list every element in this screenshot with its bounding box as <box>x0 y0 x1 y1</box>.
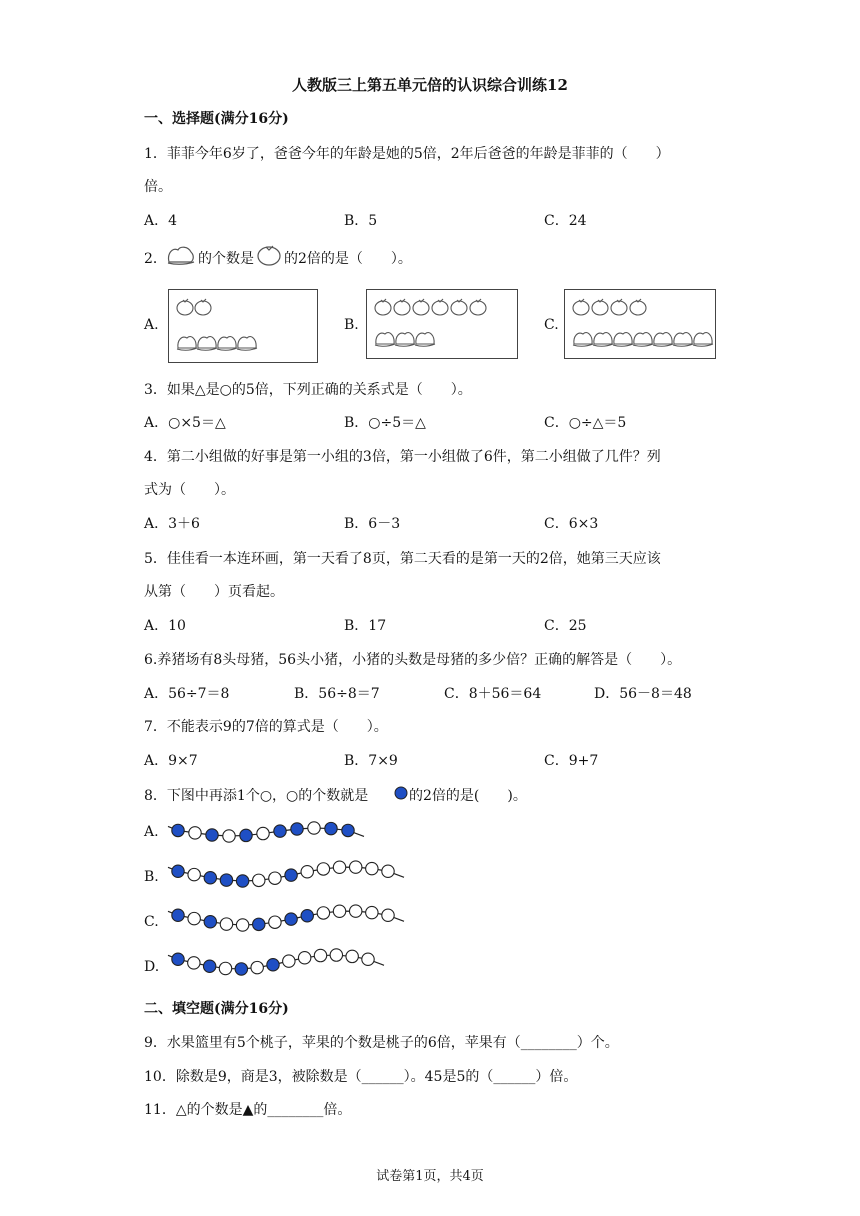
empty-bead <box>283 955 295 967</box>
question-11-text: 11．△的个数是▲的________倍。 <box>144 1102 352 1118</box>
page-title: 人教版三上第五单元倍的认识综合训练12 <box>292 76 568 94</box>
q5-option-c: C．25 <box>544 618 587 634</box>
q6-option-a: A．56÷7＝8 <box>144 686 230 702</box>
apple-icon <box>630 299 646 315</box>
question-2-text-2: 的2倍的是（ ）。 <box>284 251 412 267</box>
q5-option-b: B．17 <box>344 618 387 634</box>
question-2-number: 2． <box>144 251 167 267</box>
apple-icon <box>573 299 589 315</box>
q8-option-b-label: B. <box>144 869 159 885</box>
apple-icon <box>394 299 410 315</box>
apple-icon <box>611 299 627 315</box>
empty-bead <box>223 830 235 842</box>
filled-bead <box>204 872 216 884</box>
q3-option-b: B．○÷5＝△ <box>344 415 426 431</box>
q7-option-c: C．9+7 <box>544 753 599 769</box>
filled-bead <box>291 823 303 835</box>
q4-option-b: B．6－3 <box>344 516 401 532</box>
filled-bead <box>220 874 232 886</box>
q8-option-c-label: C. <box>144 914 159 930</box>
apple-icon <box>470 299 486 315</box>
empty-bead <box>366 906 378 918</box>
filled-bead <box>172 865 184 877</box>
peach-icon <box>573 333 593 347</box>
filled-bead <box>253 918 265 930</box>
filled-bead <box>236 875 248 887</box>
peach-icon <box>217 337 237 351</box>
question-9-text: 9．水果篮里有5个桃子，苹果的个数是桃子的6倍，苹果有（________）个。 <box>144 1035 619 1051</box>
peach-icon <box>375 333 395 347</box>
q8-option-d-bead-string <box>166 942 396 982</box>
filled-bead <box>301 910 313 922</box>
empty-bead <box>301 866 313 878</box>
question-2-text-1: 的个数是 <box>198 251 254 267</box>
empty-bead <box>314 949 326 961</box>
empty-bead <box>189 827 201 839</box>
empty-bead <box>253 874 265 886</box>
empty-bead <box>257 827 269 839</box>
peach-icon <box>237 337 257 351</box>
filled-bead <box>172 909 184 921</box>
filled-bead <box>285 913 297 925</box>
apple-icon <box>413 299 429 315</box>
peach-icon <box>633 333 653 347</box>
page-footer: 试卷第1页，共4页 <box>376 1169 484 1184</box>
peach-icon <box>593 333 613 347</box>
q1-option-c: C．24 <box>544 213 587 229</box>
question-10-text: 10．除数是9，商是3，被除数是（______）。45是5的（______）倍。 <box>144 1069 578 1085</box>
q8-option-c-bead-string <box>166 898 416 938</box>
empty-bead <box>308 822 320 834</box>
filled-bead-icon <box>394 785 408 799</box>
peach-icon <box>166 244 196 266</box>
empty-bead <box>236 919 248 931</box>
question-8-text-1: 8．下图中再添1个○，○的个数就是 <box>144 788 369 804</box>
q8-option-a-bead-string <box>166 812 376 846</box>
filled-bead <box>267 959 279 971</box>
peach-icon <box>653 333 673 347</box>
peach-icon <box>415 333 435 347</box>
empty-bead <box>333 861 345 873</box>
empty-bead <box>219 962 231 974</box>
question-6-text: 6.养猪场有8头母猪，56头小猪，小猪的头数是母猪的多少倍？正确的解答是（ ）。 <box>144 652 682 668</box>
empty-bead <box>346 950 358 962</box>
empty-bead <box>251 961 263 973</box>
filled-bead <box>240 829 252 841</box>
filled-bead <box>274 825 286 837</box>
empty-bead <box>317 863 329 875</box>
question-1-line2: 倍。 <box>144 179 172 195</box>
q7-option-a: A．9×7 <box>144 753 198 769</box>
q2-option-c-label: C. <box>544 317 559 333</box>
empty-bead <box>366 862 378 874</box>
q3-option-a: A．○×5＝△ <box>144 415 226 431</box>
question-5-line2: 从第（ ）页看起。 <box>144 584 284 600</box>
empty-bead <box>382 865 394 877</box>
empty-bead <box>298 952 310 964</box>
q2-option-b-drawing <box>367 290 517 358</box>
q1-option-b: B．5 <box>344 213 378 229</box>
section-choice-heading: 一、选择题(满分16分) <box>144 111 289 127</box>
empty-bead <box>330 949 342 961</box>
filled-bead <box>206 829 218 841</box>
empty-bead <box>188 868 200 880</box>
empty-bead <box>349 861 361 873</box>
empty-bead <box>317 907 329 919</box>
empty-bead <box>188 912 200 924</box>
q2-option-b-label: B. <box>344 317 359 333</box>
peach-icon <box>197 337 217 351</box>
q2-option-a-label: A. <box>144 317 159 333</box>
q4-option-a: A．3＋6 <box>144 516 200 532</box>
q8-option-d-label: D. <box>144 959 160 975</box>
filled-bead <box>285 869 297 881</box>
apple-icon <box>451 299 467 315</box>
filled-bead <box>342 824 354 836</box>
empty-bead <box>333 905 345 917</box>
question-4-line2: 式为（ ）。 <box>144 482 235 498</box>
q2-option-a-image <box>168 289 318 363</box>
question-4-line1: 4．第二小组做的好事是第一小组的3倍，第一小组做了6件，第二小组做了几件？列 <box>144 449 661 465</box>
q5-option-a: A．10 <box>144 618 186 634</box>
q6-option-d: D．56－8＝48 <box>594 686 692 702</box>
empty-bead <box>220 918 232 930</box>
empty-bead <box>188 957 200 969</box>
apple-icon <box>432 299 448 315</box>
apple-icon <box>375 299 391 315</box>
empty-bead <box>349 905 361 917</box>
filled-bead <box>203 960 215 972</box>
q8-option-b-bead-string <box>166 854 416 894</box>
apple-icon <box>256 244 282 266</box>
filled-bead <box>325 822 337 834</box>
q1-option-a: A．4 <box>144 213 178 229</box>
peach-icon <box>613 333 633 347</box>
empty-bead <box>382 909 394 921</box>
q6-option-b: B．56÷8＝7 <box>294 686 380 702</box>
q3-option-c: C．○÷△＝5 <box>544 415 627 431</box>
filled-bead <box>172 953 184 965</box>
filled-bead <box>235 963 247 975</box>
question-7-text: 7．不能表示9的7倍的算式是（ ）。 <box>144 719 388 735</box>
question-8-text-2: 的2倍的是( )。 <box>409 788 527 804</box>
q6-option-c: C．8＋56＝64 <box>444 686 542 702</box>
apple-icon <box>592 299 608 315</box>
peach-icon <box>693 333 713 347</box>
q2-option-c-drawing <box>565 290 715 358</box>
peach-icon <box>673 333 693 347</box>
empty-bead <box>362 953 374 965</box>
peach-icon <box>177 337 197 351</box>
q2-option-a-drawing <box>169 290 317 362</box>
filled-bead <box>172 824 184 836</box>
q2-option-c-image <box>564 289 716 359</box>
q2-option-b-image <box>366 289 518 359</box>
filled-bead <box>204 916 216 928</box>
q7-option-b: B．7×9 <box>344 753 398 769</box>
empty-bead <box>269 916 281 928</box>
apple-icon <box>177 299 193 315</box>
section-fill-heading: 二、填空题(满分16分) <box>144 1001 289 1017</box>
q4-option-c: C．6×3 <box>544 516 599 532</box>
apple-icon <box>195 299 211 315</box>
question-3-text: 3．如果△是○的5倍，下列正确的关系式是（ ）。 <box>144 382 472 398</box>
question-5-line1: 5．佳佳看一本连环画，第一天看了8页，第二天看的是第一天的2倍，她第三天应该 <box>144 551 661 567</box>
empty-bead <box>269 872 281 884</box>
question-1-line1: 1．菲菲今年6岁了，爸爸今年的年龄是她的5倍，2年后爸爸的年龄是菲菲的（ ） <box>144 146 670 162</box>
q8-option-a-label: A. <box>144 824 159 840</box>
peach-icon <box>395 333 415 347</box>
